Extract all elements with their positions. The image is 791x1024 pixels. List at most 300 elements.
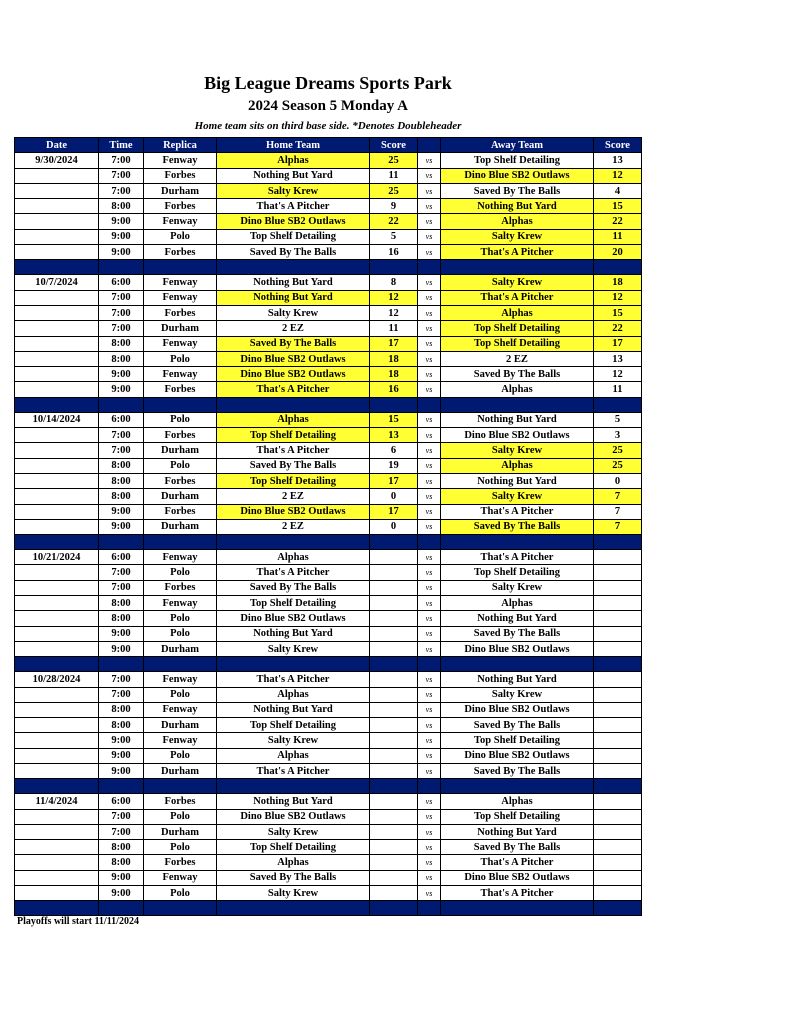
- separator-cell: [370, 397, 418, 412]
- vs-cell: vs: [418, 565, 441, 580]
- home-score-cell: [370, 809, 418, 824]
- separator-cell: [418, 779, 441, 794]
- vs-cell: vs: [418, 199, 441, 214]
- replica-cell: Durham: [144, 519, 217, 534]
- separator-cell: [99, 260, 144, 275]
- time-cell: 9:00: [99, 748, 144, 763]
- table-row: [15, 794, 642, 809]
- away-score-cell: 11: [594, 382, 642, 397]
- away-team-cell: Nothing But Yard: [441, 611, 594, 626]
- away-team-cell: Salty Krew: [441, 443, 594, 458]
- separator-cell: [217, 779, 370, 794]
- time-cell: 7:00: [99, 305, 144, 320]
- home-score-cell: 11: [370, 168, 418, 183]
- away-score-cell: [594, 886, 642, 901]
- table-row: [15, 718, 642, 733]
- home-team-cell: That's A Pitcher: [217, 763, 370, 778]
- time-cell: 8:00: [99, 473, 144, 488]
- away-team-cell: Salty Krew: [441, 229, 594, 244]
- home-team-cell: Salty Krew: [217, 733, 370, 748]
- replica-cell: Fenway: [144, 290, 217, 305]
- replica-cell: Fenway: [144, 702, 217, 717]
- away-score-cell: [594, 748, 642, 763]
- away-score-cell: [594, 641, 642, 656]
- vs-cell: vs: [418, 763, 441, 778]
- col-header-date: Date: [15, 138, 99, 153]
- date-cell: [15, 519, 99, 534]
- away-score-cell: 15: [594, 305, 642, 320]
- separator-cell: [144, 535, 217, 550]
- time-cell: 6:00: [99, 794, 144, 809]
- replica-cell: Polo: [144, 748, 217, 763]
- date-cell: [15, 809, 99, 824]
- away-team-cell: That's A Pitcher: [441, 886, 594, 901]
- separator-cell: [144, 260, 217, 275]
- col-header-time: Time: [99, 138, 144, 153]
- home-team-cell: Nothing But Yard: [217, 168, 370, 183]
- date-cell: [15, 626, 99, 641]
- date-cell: [15, 229, 99, 244]
- time-cell: 7:00: [99, 153, 144, 168]
- date-cell: [15, 763, 99, 778]
- home-score-cell: 25: [370, 183, 418, 198]
- home-team-cell: Alphas: [217, 687, 370, 702]
- home-team-cell: Dino Blue SB2 Outlaws: [217, 367, 370, 382]
- away-score-cell: [594, 824, 642, 839]
- table-row: [15, 199, 642, 214]
- away-score-cell: 7: [594, 489, 642, 504]
- date-cell: [15, 290, 99, 305]
- home-score-cell: 15: [370, 412, 418, 427]
- replica-cell: Forbes: [144, 199, 217, 214]
- vs-cell: vs: [418, 886, 441, 901]
- table-row: [15, 687, 642, 702]
- replica-cell: Polo: [144, 565, 217, 580]
- date-cell: [15, 855, 99, 870]
- away-score-cell: [594, 626, 642, 641]
- home-team-cell: Saved By The Balls: [217, 336, 370, 351]
- vs-cell: vs: [418, 824, 441, 839]
- separator-cell: [99, 901, 144, 916]
- time-cell: 7:00: [99, 290, 144, 305]
- separator-cell: [594, 901, 642, 916]
- time-cell: 7:00: [99, 428, 144, 443]
- home-score-cell: 17: [370, 336, 418, 351]
- table-row: [15, 336, 642, 351]
- date-cell: [15, 641, 99, 656]
- replica-cell: Fenway: [144, 336, 217, 351]
- replica-cell: Forbes: [144, 245, 217, 260]
- week-separator: [15, 779, 642, 794]
- home-score-cell: 0: [370, 489, 418, 504]
- date-cell: [15, 687, 99, 702]
- date-cell: [15, 443, 99, 458]
- replica-cell: Fenway: [144, 596, 217, 611]
- home-team-cell: Saved By The Balls: [217, 458, 370, 473]
- home-score-cell: [370, 641, 418, 656]
- date-cell: 10/7/2024: [15, 275, 99, 290]
- table-row: [15, 626, 642, 641]
- away-team-cell: Alphas: [441, 214, 594, 229]
- vs-cell: vs: [418, 702, 441, 717]
- season-subtitle: 2024 Season 5 Monday A: [247, 98, 409, 114]
- away-score-cell: 0: [594, 473, 642, 488]
- away-team-cell: Nothing But Yard: [441, 199, 594, 214]
- replica-cell: Fenway: [144, 367, 217, 382]
- away-team-cell: Dino Blue SB2 Outlaws: [441, 870, 594, 885]
- separator-cell: [418, 397, 441, 412]
- separator-cell: [441, 397, 594, 412]
- home-team-cell: That's A Pitcher: [217, 382, 370, 397]
- home-score-cell: 18: [370, 351, 418, 366]
- home-team-cell: Saved By The Balls: [217, 870, 370, 885]
- away-score-cell: 15: [594, 199, 642, 214]
- date-cell: [15, 214, 99, 229]
- time-cell: 7:00: [99, 580, 144, 595]
- date-cell: [15, 886, 99, 901]
- vs-cell: vs: [418, 611, 441, 626]
- replica-cell: Polo: [144, 886, 217, 901]
- away-team-cell: Salty Krew: [441, 275, 594, 290]
- away-team-cell: Nothing But Yard: [441, 412, 594, 427]
- replica-cell: Polo: [144, 458, 217, 473]
- date-cell: [15, 870, 99, 885]
- week-separator: [15, 901, 642, 916]
- date-cell: [15, 565, 99, 580]
- away-score-cell: 13: [594, 153, 642, 168]
- vs-cell: vs: [418, 748, 441, 763]
- time-cell: 8:00: [99, 702, 144, 717]
- replica-cell: Fenway: [144, 672, 217, 687]
- home-score-cell: [370, 672, 418, 687]
- date-cell: [15, 580, 99, 595]
- away-score-cell: 12: [594, 290, 642, 305]
- vs-cell: vs: [418, 718, 441, 733]
- home-team-cell: Salty Krew: [217, 183, 370, 198]
- separator-cell: [370, 535, 418, 550]
- replica-cell: Forbes: [144, 580, 217, 595]
- separator-cell: [15, 397, 99, 412]
- home-team-cell: Nothing But Yard: [217, 626, 370, 641]
- vs-cell: vs: [418, 412, 441, 427]
- page-title: Big League Dreams Sports Park: [204, 73, 452, 93]
- vs-cell: vs: [418, 550, 441, 565]
- vs-cell: vs: [418, 183, 441, 198]
- schedule-body: [15, 153, 642, 916]
- date-cell: [15, 504, 99, 519]
- home-score-cell: [370, 718, 418, 733]
- away-score-cell: 20: [594, 245, 642, 260]
- vs-cell: vs: [418, 229, 441, 244]
- replica-cell: Forbes: [144, 382, 217, 397]
- separator-cell: [370, 901, 418, 916]
- away-team-cell: Alphas: [441, 305, 594, 320]
- date-cell: [15, 183, 99, 198]
- away-team-cell: Saved By The Balls: [441, 718, 594, 733]
- replica-cell: Polo: [144, 626, 217, 641]
- home-score-cell: [370, 702, 418, 717]
- replica-cell: Polo: [144, 687, 217, 702]
- week-separator: [15, 260, 642, 275]
- date-cell: [15, 596, 99, 611]
- table-row: [15, 550, 642, 565]
- home-score-cell: 12: [370, 290, 418, 305]
- separator-cell: [99, 657, 144, 672]
- col-header-home-score: Score: [370, 138, 418, 153]
- away-score-cell: [594, 687, 642, 702]
- date-cell: [15, 428, 99, 443]
- home-team-cell: 2 EZ: [217, 321, 370, 336]
- separator-cell: [418, 657, 441, 672]
- home-score-cell: 19: [370, 458, 418, 473]
- away-score-cell: [594, 596, 642, 611]
- away-score-cell: 12: [594, 168, 642, 183]
- home-team-cell: Saved By The Balls: [217, 245, 370, 260]
- time-cell: 8:00: [99, 596, 144, 611]
- time-cell: 9:00: [99, 367, 144, 382]
- week-separator: [15, 535, 642, 550]
- home-team-cell: Salty Krew: [217, 641, 370, 656]
- home-score-cell: [370, 855, 418, 870]
- away-score-cell: [594, 855, 642, 870]
- home-team-cell: Top Shelf Detailing: [217, 229, 370, 244]
- replica-cell: Fenway: [144, 275, 217, 290]
- away-score-cell: [594, 809, 642, 824]
- separator-cell: [217, 901, 370, 916]
- replica-cell: Durham: [144, 718, 217, 733]
- separator-cell: [594, 397, 642, 412]
- separator-cell: [217, 657, 370, 672]
- time-cell: 7:00: [99, 168, 144, 183]
- home-team-cell: Alphas: [217, 855, 370, 870]
- home-score-cell: [370, 596, 418, 611]
- separator-cell: [15, 901, 99, 916]
- home-score-cell: [370, 550, 418, 565]
- time-cell: 7:00: [99, 183, 144, 198]
- vs-cell: vs: [418, 870, 441, 885]
- vs-cell: vs: [418, 214, 441, 229]
- away-score-cell: 7: [594, 504, 642, 519]
- home-score-cell: 5: [370, 229, 418, 244]
- table-row: [15, 412, 642, 427]
- separator-cell: [441, 535, 594, 550]
- vs-cell: vs: [418, 336, 441, 351]
- table-row: [15, 183, 642, 198]
- home-score-cell: 17: [370, 504, 418, 519]
- header-row: [15, 138, 642, 153]
- away-team-cell: Top Shelf Detailing: [441, 733, 594, 748]
- replica-cell: Forbes: [144, 473, 217, 488]
- date-cell: [15, 199, 99, 214]
- home-team-cell: Top Shelf Detailing: [217, 473, 370, 488]
- table-row: [15, 153, 642, 168]
- home-score-cell: [370, 687, 418, 702]
- table-row: [15, 763, 642, 778]
- time-cell: 9:00: [99, 763, 144, 778]
- table-row: [15, 855, 642, 870]
- table-row: [15, 748, 642, 763]
- home-team-cell: Dino Blue SB2 Outlaws: [217, 351, 370, 366]
- separator-cell: [594, 260, 642, 275]
- vs-cell: vs: [418, 504, 441, 519]
- home-score-cell: 0: [370, 519, 418, 534]
- col-header-away-score: Score: [594, 138, 642, 153]
- table-row: [15, 305, 642, 320]
- away-team-cell: 2 EZ: [441, 351, 594, 366]
- vs-cell: vs: [418, 153, 441, 168]
- separator-cell: [418, 535, 441, 550]
- vs-cell: vs: [418, 687, 441, 702]
- home-score-cell: 25: [370, 153, 418, 168]
- home-score-cell: 8: [370, 275, 418, 290]
- table-row: [15, 367, 642, 382]
- table-row: [15, 565, 642, 580]
- table-row: [15, 245, 642, 260]
- away-team-cell: Alphas: [441, 794, 594, 809]
- away-score-cell: [594, 702, 642, 717]
- time-cell: 8:00: [99, 351, 144, 366]
- away-team-cell: Top Shelf Detailing: [441, 153, 594, 168]
- vs-cell: vs: [418, 626, 441, 641]
- away-team-cell: That's A Pitcher: [441, 245, 594, 260]
- vs-cell: vs: [418, 489, 441, 504]
- vs-cell: vs: [418, 580, 441, 595]
- home-team-cell: Dino Blue SB2 Outlaws: [217, 809, 370, 824]
- separator-cell: [594, 657, 642, 672]
- separator-cell: [217, 260, 370, 275]
- away-score-cell: [594, 550, 642, 565]
- time-cell: 9:00: [99, 886, 144, 901]
- time-cell: 9:00: [99, 229, 144, 244]
- replica-cell: Durham: [144, 641, 217, 656]
- replica-cell: Fenway: [144, 214, 217, 229]
- vs-cell: vs: [418, 168, 441, 183]
- home-score-cell: [370, 748, 418, 763]
- date-cell: [15, 840, 99, 855]
- table-row: [15, 611, 642, 626]
- replica-cell: Durham: [144, 489, 217, 504]
- replica-cell: Forbes: [144, 305, 217, 320]
- separator-cell: [441, 779, 594, 794]
- home-score-cell: 22: [370, 214, 418, 229]
- table-row: [15, 428, 642, 443]
- away-score-cell: 7: [594, 519, 642, 534]
- home-score-cell: [370, 580, 418, 595]
- away-team-cell: Saved By The Balls: [441, 519, 594, 534]
- time-cell: 9:00: [99, 870, 144, 885]
- schedule-note: Home team sits on third base side. *Denotes Doubleheader: [194, 120, 462, 132]
- time-cell: 7:00: [99, 687, 144, 702]
- away-team-cell: Nothing But Yard: [441, 672, 594, 687]
- away-team-cell: Alphas: [441, 382, 594, 397]
- table-row: [15, 473, 642, 488]
- date-cell: [15, 611, 99, 626]
- home-score-cell: 12: [370, 305, 418, 320]
- time-cell: 9:00: [99, 626, 144, 641]
- table-row: [15, 824, 642, 839]
- home-team-cell: Salty Krew: [217, 305, 370, 320]
- time-cell: 7:00: [99, 565, 144, 580]
- replica-cell: Durham: [144, 763, 217, 778]
- replica-cell: Durham: [144, 443, 217, 458]
- away-score-cell: 25: [594, 458, 642, 473]
- date-cell: 9/30/2024: [15, 153, 99, 168]
- vs-cell: vs: [418, 596, 441, 611]
- separator-cell: [99, 397, 144, 412]
- away-score-cell: [594, 733, 642, 748]
- home-team-cell: That's A Pitcher: [217, 443, 370, 458]
- replica-cell: Durham: [144, 183, 217, 198]
- separator-cell: [15, 657, 99, 672]
- home-team-cell: 2 EZ: [217, 519, 370, 534]
- home-score-cell: 9: [370, 199, 418, 214]
- home-score-cell: 17: [370, 473, 418, 488]
- time-cell: 8:00: [99, 855, 144, 870]
- home-team-cell: Nothing But Yard: [217, 275, 370, 290]
- schedule-table: [14, 137, 642, 916]
- table-row: [15, 290, 642, 305]
- away-team-cell: Dino Blue SB2 Outlaws: [441, 168, 594, 183]
- time-cell: 8:00: [99, 718, 144, 733]
- away-team-cell: That's A Pitcher: [441, 550, 594, 565]
- away-team-cell: Dino Blue SB2 Outlaws: [441, 702, 594, 717]
- time-cell: 8:00: [99, 489, 144, 504]
- away-team-cell: Alphas: [441, 458, 594, 473]
- table-row: [15, 229, 642, 244]
- home-score-cell: [370, 870, 418, 885]
- away-score-cell: 12: [594, 367, 642, 382]
- home-team-cell: Top Shelf Detailing: [217, 596, 370, 611]
- home-score-cell: 11: [370, 321, 418, 336]
- home-team-cell: Alphas: [217, 748, 370, 763]
- vs-cell: vs: [418, 672, 441, 687]
- date-cell: [15, 382, 99, 397]
- vs-cell: vs: [418, 809, 441, 824]
- week-separator: [15, 397, 642, 412]
- date-cell: [15, 168, 99, 183]
- home-team-cell: Dino Blue SB2 Outlaws: [217, 611, 370, 626]
- separator-cell: [99, 535, 144, 550]
- table-row: [15, 504, 642, 519]
- home-score-cell: [370, 565, 418, 580]
- away-score-cell: 18: [594, 275, 642, 290]
- table-row: [15, 519, 642, 534]
- away-score-cell: 4: [594, 183, 642, 198]
- replica-cell: Forbes: [144, 428, 217, 443]
- away-score-cell: 3: [594, 428, 642, 443]
- home-score-cell: [370, 794, 418, 809]
- separator-cell: [370, 260, 418, 275]
- separator-cell: [441, 657, 594, 672]
- time-cell: 9:00: [99, 214, 144, 229]
- home-team-cell: Salty Krew: [217, 824, 370, 839]
- replica-cell: Polo: [144, 351, 217, 366]
- time-cell: 8:00: [99, 458, 144, 473]
- replica-cell: Fenway: [144, 153, 217, 168]
- time-cell: 9:00: [99, 641, 144, 656]
- away-score-cell: 17: [594, 336, 642, 351]
- vs-cell: vs: [418, 245, 441, 260]
- date-cell: [15, 245, 99, 260]
- vs-cell: vs: [418, 321, 441, 336]
- away-score-cell: [594, 565, 642, 580]
- separator-cell: [99, 779, 144, 794]
- time-cell: 8:00: [99, 336, 144, 351]
- col-header-away-team: Away Team: [441, 138, 594, 153]
- away-score-cell: 5: [594, 412, 642, 427]
- vs-cell: vs: [418, 519, 441, 534]
- table-row: [15, 214, 642, 229]
